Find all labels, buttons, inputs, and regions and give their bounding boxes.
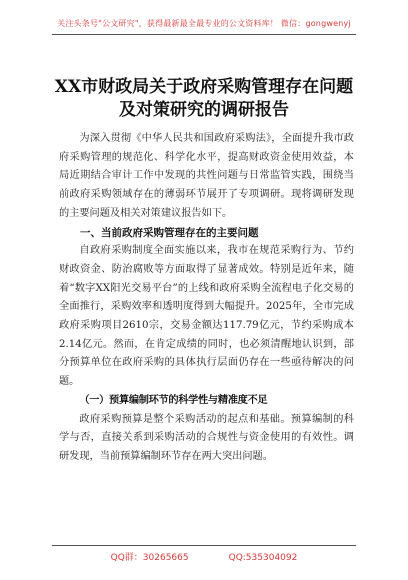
intro-paragraph: 为深入贯彻《中华人民共和国政府采购法》，全面提升我市政府采购管理的规范化、科学化水平，提高财政资金使用效益，本局近期结合审计工作中发现的共性问题与日常监管实践，围绕当前政府采购领域存在的薄弱环节展开了专项调研。现将调研发现的主要问题及相关对策建议报告如下。 — [59, 133, 354, 219]
footer-divider — [52, 545, 356, 546]
header-banner: 关注头条号"公文研究"，获得最新最全最专业的公文资料库！ 微信：gongwenyj — [57, 19, 351, 28]
document-title-line-2: 及对策研究的调研报告 — [119, 100, 289, 120]
subsection-1-heading: （一）预算编制环节的科学性与精准度不足 — [79, 394, 268, 406]
section-1-paragraph: 自政府采购制度全面实施以来，我市在规范采购行为、节约财政资金、防治腐败等方面取得了显著成效。特别是近年来，随着“数字XX阳光交易平台”的上线和政府采购全流程电子化交易的全面推行，采购效率和透明度得到大幅提升。2025年，全市完成政府采购项目2610宗，交易金额达117.79亿元，节约采购成本2.14亿元。然而，在肯定成绩的同时，也必须清醒地认识到，部分预算单位在政府采购的具体执行层面仍存在一些亟待解决的问题。 — [59, 245, 354, 388]
document-body — [59, 130, 354, 467]
footer — [0, 550, 408, 563]
footer-qq: QQ:535304092 — [228, 553, 298, 563]
header-divider — [52, 34, 356, 35]
document-title-line-1: XX市财政局关于政府采购管理存在问题 — [54, 77, 354, 97]
footer-qq-group: QQ群：30265665 — [110, 553, 189, 563]
section-1-heading: 一、当前政府采购管理存在的主要问题 — [80, 226, 259, 239]
subsection-1-paragraph: 政府采购预算是整个采购活动的起点和基础。预算编制的科学与否，直接关系到采购活动的合规性与资金使用的有效性。调研发现，当前预算编制环节存在两大突出问题。 — [59, 413, 354, 462]
